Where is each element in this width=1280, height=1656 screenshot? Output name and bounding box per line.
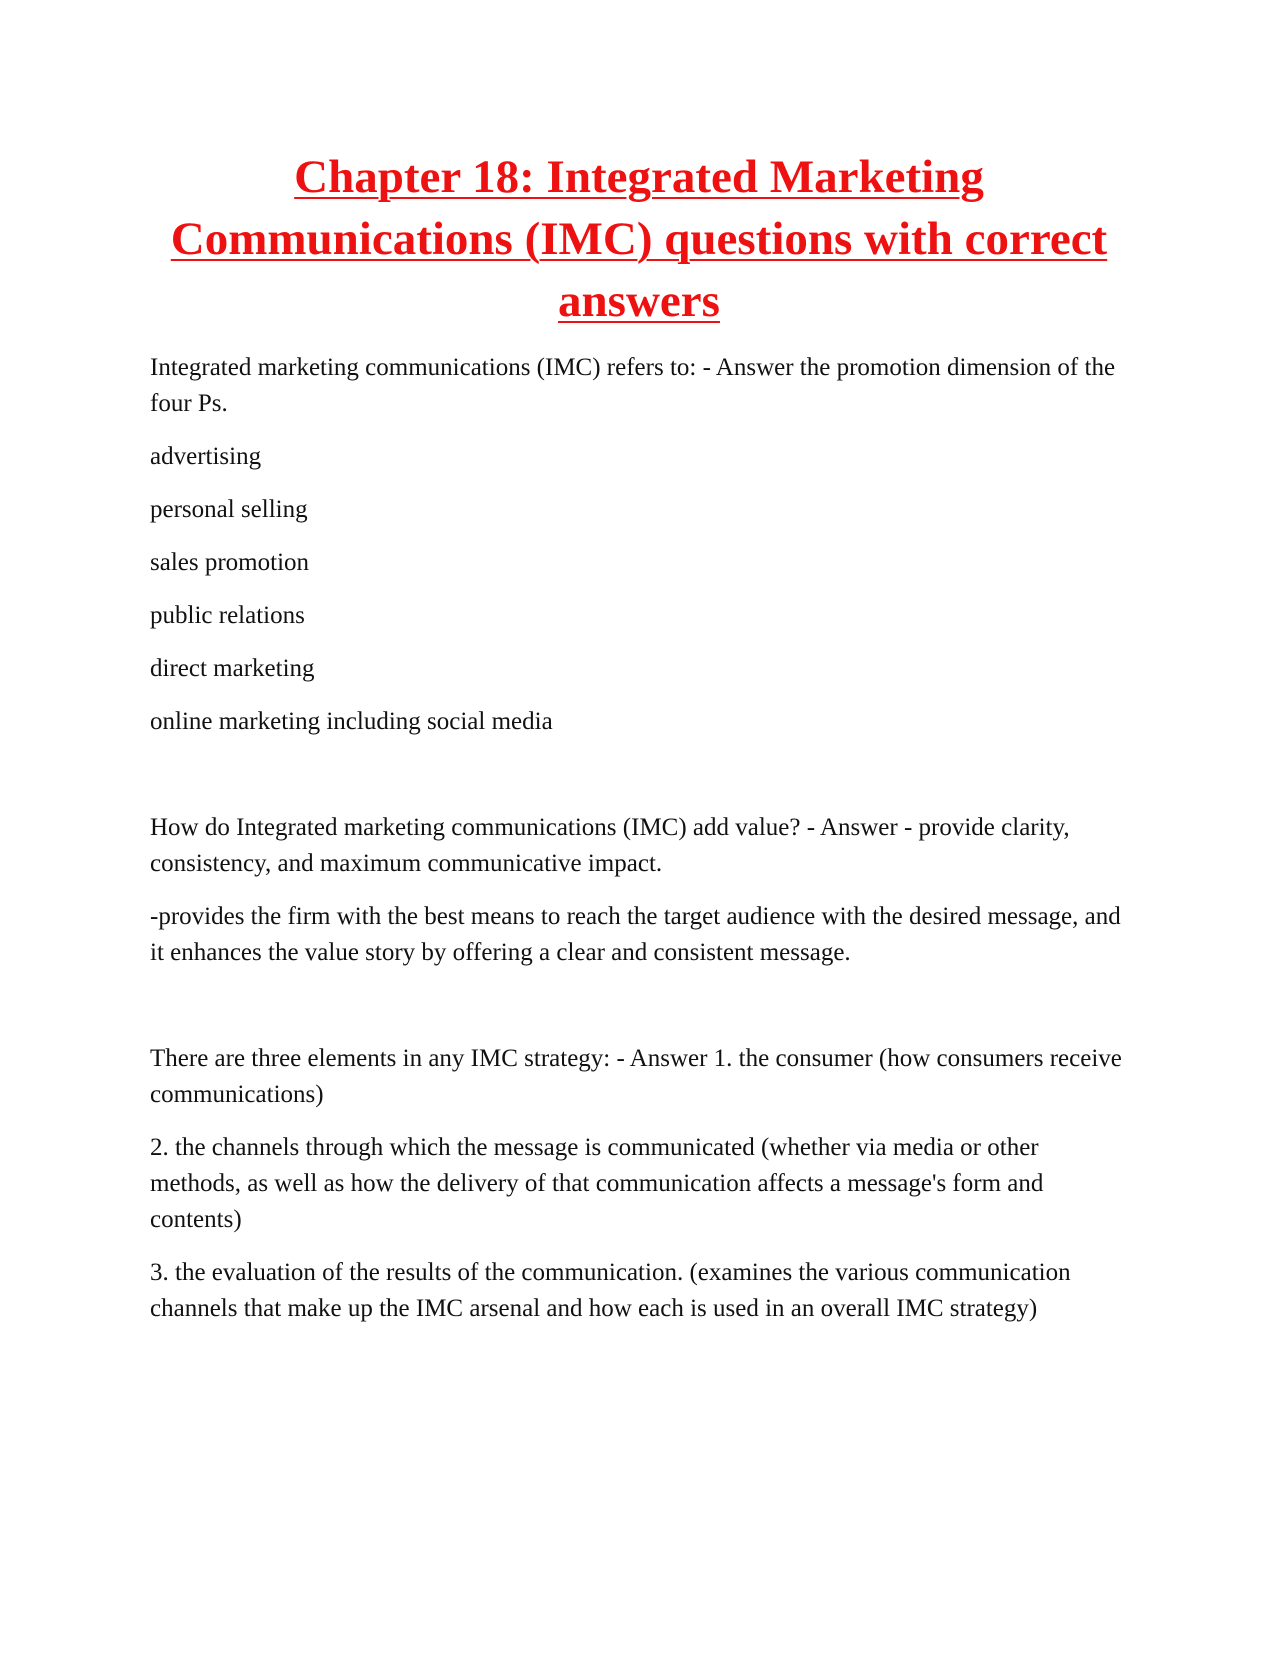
document-body	[150, 350, 1130, 1344]
question-3: There are three elements in any IMC strategy: - Answer 1. the consumer (how consumers receive communications)	[150, 1045, 1122, 1108]
answer-line: 3. the evaluation of the results of the communication. (examines the various communication channels that make up the IMC arsenal and how each is used in an overall IMC strategy)	[150, 1259, 1071, 1322]
section-spacer	[150, 757, 1130, 810]
answer-line: sales promotion	[150, 549, 310, 576]
section-spacer	[150, 988, 1130, 1041]
answer-line: -provides the firm with the best means to reach the target audience with the desired message, and it enhances the value story by offering a clear and consistent message.	[150, 903, 1121, 966]
answer-line: personal selling	[150, 496, 308, 523]
question-1: Integrated marketing communications (IMC) refers to: - Answer the promotion dimension of the four Ps.	[150, 354, 1116, 417]
answer-line: 2. the channels through which the message is communicated (whether via media or other methods, as well as how the delivery of that communication affects a message's form and contents)	[150, 1134, 1044, 1233]
answer-line: advertising	[150, 443, 262, 470]
answer-line: online marketing including social media	[150, 708, 553, 735]
question-2: How do Integrated marketing communications (IMC) add value? - Answer - provide clarity, consistency, and maximum communicative impact.	[150, 814, 1070, 877]
answer-line: public relations	[150, 602, 305, 629]
document-title: Chapter 18: Integrated Marketing Communications (IMC) questions with correct answers	[170, 151, 1108, 327]
answer-line: direct marketing	[150, 655, 315, 682]
